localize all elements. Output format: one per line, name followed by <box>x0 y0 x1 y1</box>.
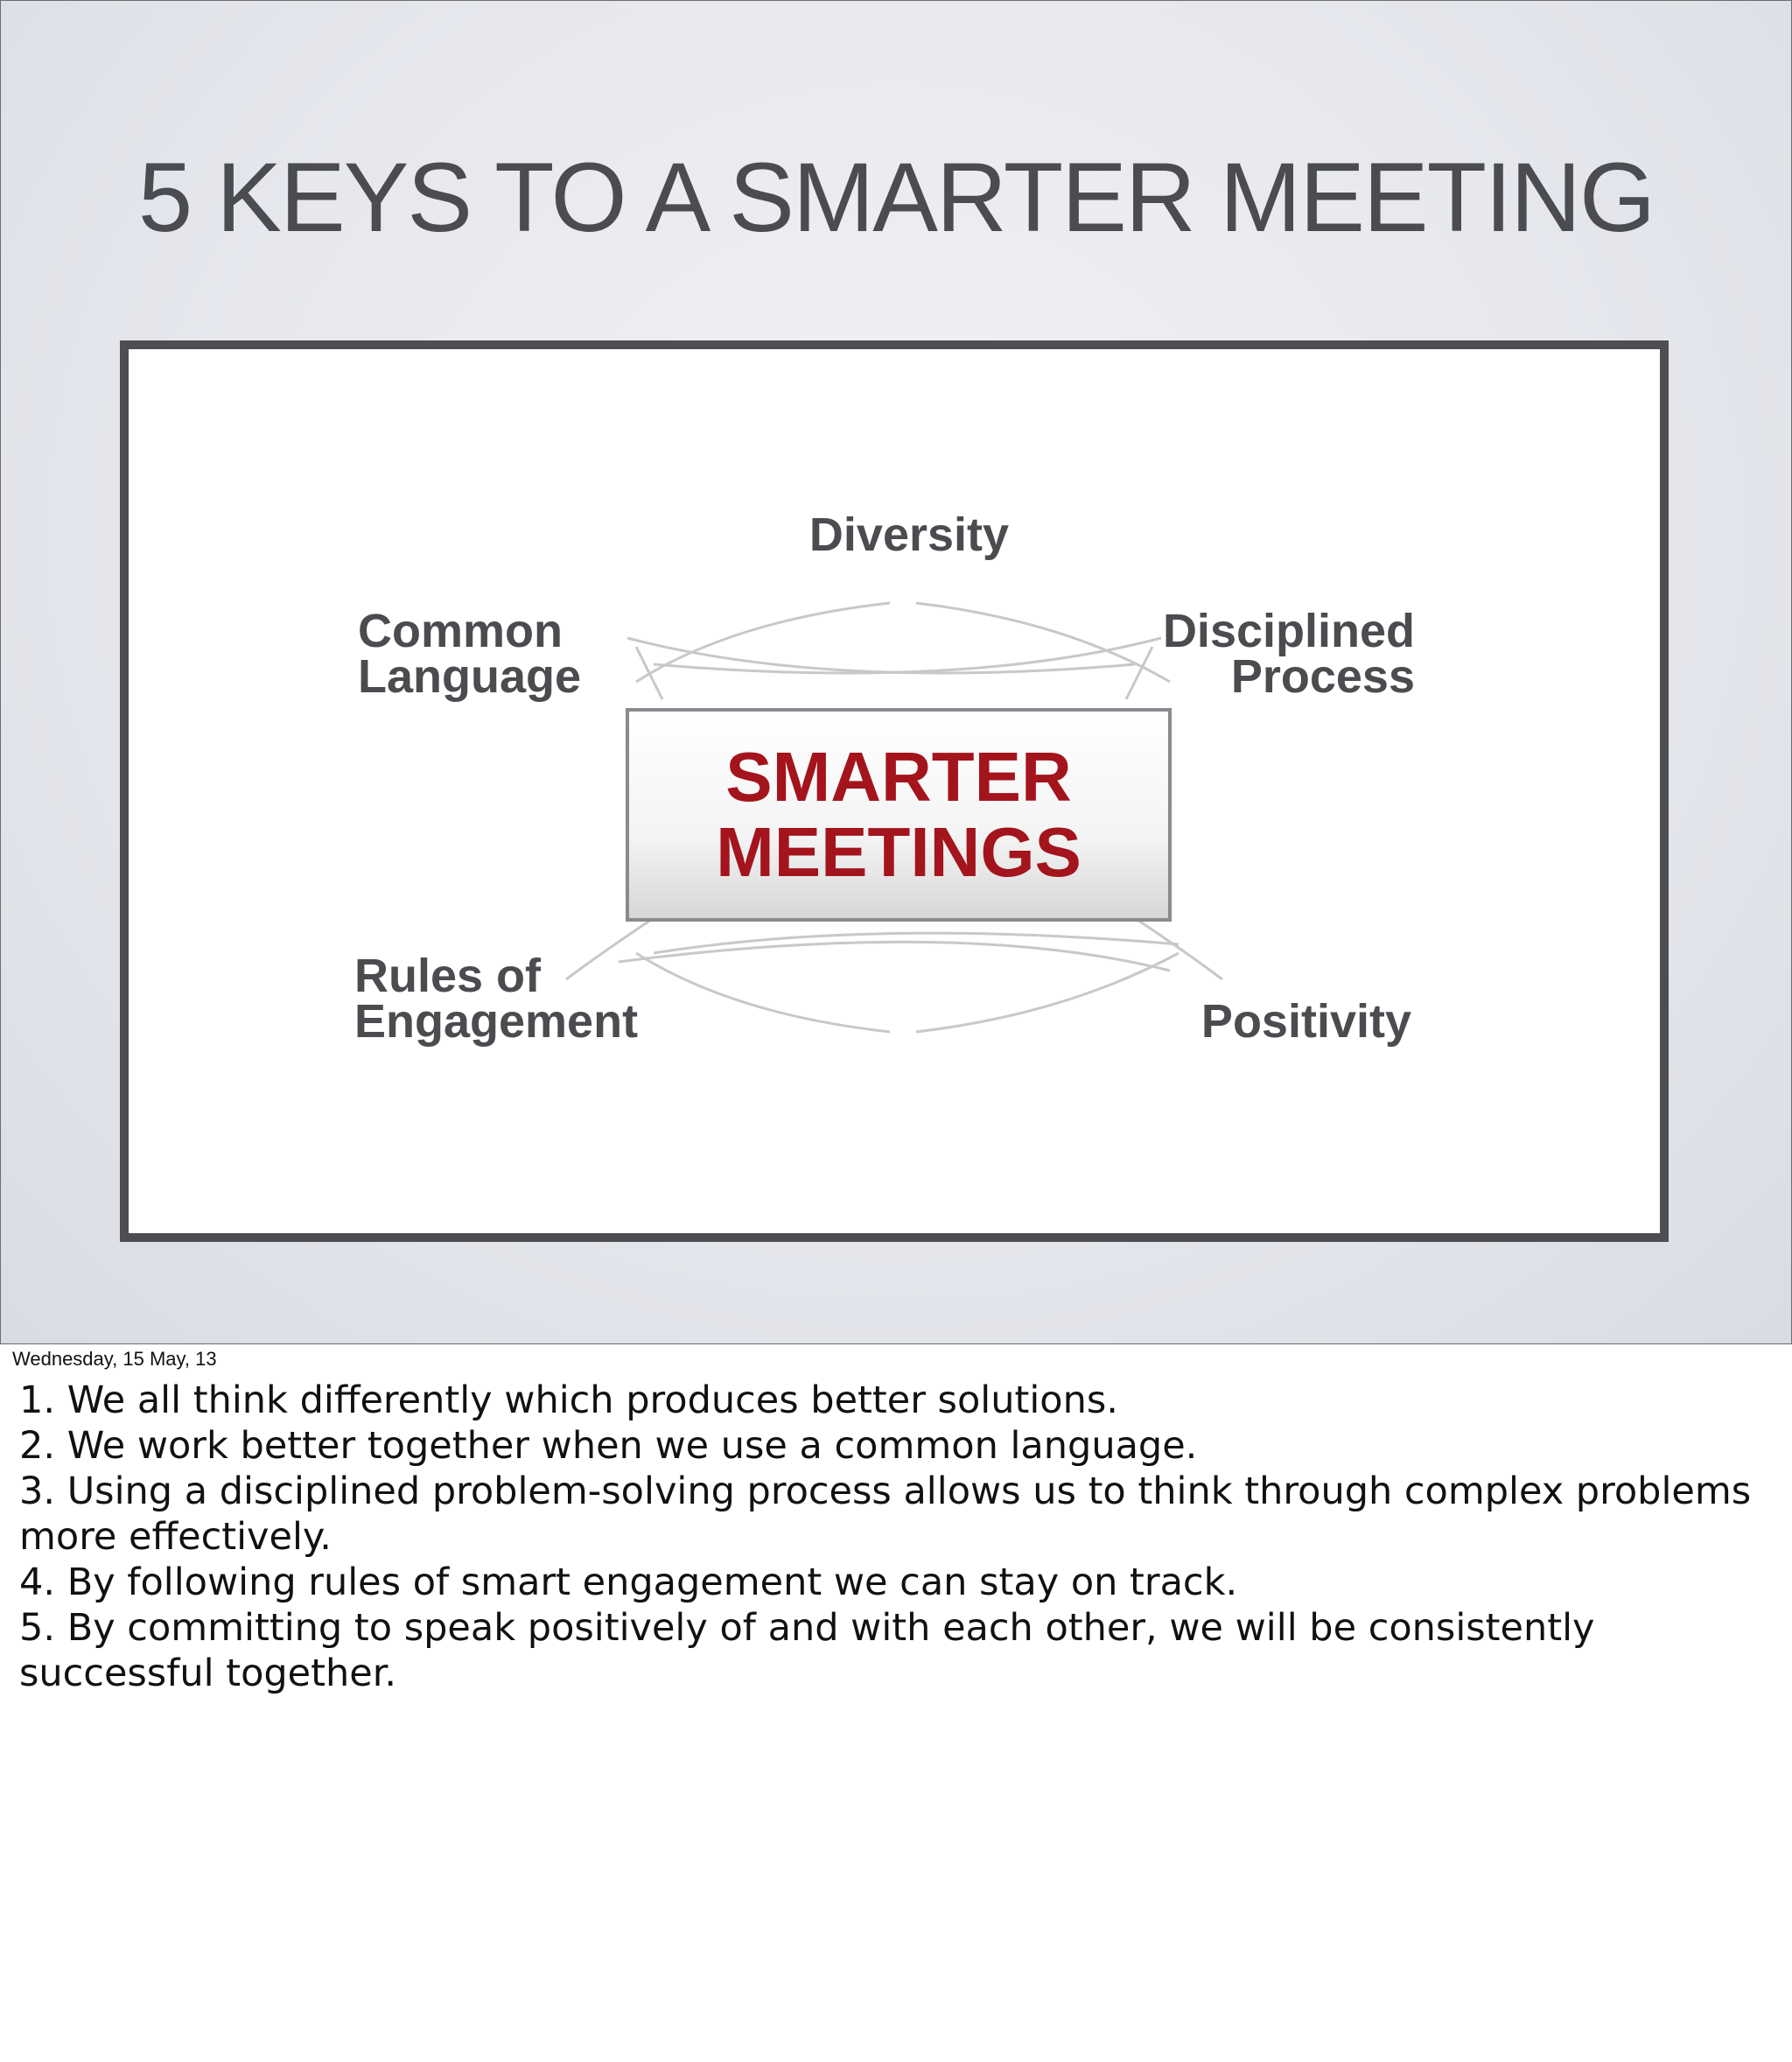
note-item: 4. By following rules of smart engagement we can stay on track. <box>19 1561 1238 1604</box>
slide-title: 5 KEYS TO A SMARTER MEETING <box>137 143 1655 252</box>
center-label-line-1: SMARTER <box>725 738 1072 816</box>
note-item: 1. We all think differently which produces better solutions. <box>19 1378 1118 1422</box>
key-disciplined-process-line-1: Disciplined <box>1162 605 1415 657</box>
smarter-meetings-diagram <box>129 349 1660 1233</box>
note-item: 3. Using a disciplined problem-solving process allows us to think through complex problems more effectively. <box>19 1469 1752 1559</box>
connector-top-drop-right <box>1126 647 1152 699</box>
note-item: 2. We work better together when we use a common language. <box>19 1424 1198 1468</box>
key-diversity: Diversity <box>808 508 1010 561</box>
center-label-line-2: MEETINGS <box>716 813 1082 891</box>
speaker-notes <box>19 1378 1778 1696</box>
date-stamp: Wednesday, 15 May, 13 <box>12 1348 217 1370</box>
key-rules-of-engagement-line-1: Rules of <box>354 950 542 1002</box>
key-rules-of-engagement-line-2: Engagement <box>354 995 639 1048</box>
connector-bottom-left-arc <box>636 953 890 1032</box>
connector-bottom-drop-right <box>1135 918 1222 979</box>
connector-bottom-drop-left <box>566 918 654 979</box>
diagram-frame <box>120 340 1669 1242</box>
connector-top-drop-left <box>636 647 662 699</box>
key-disciplined-process-line-2: Process <box>1230 650 1415 703</box>
note-item: 5. By committing to speak positively of and with each other, we will be consistently successful together. <box>19 1606 1595 1695</box>
key-positivity: Positivity <box>1200 995 1411 1048</box>
key-common-language-line-1: Common <box>358 605 563 657</box>
key-common-language-line-2: Language <box>358 650 582 703</box>
